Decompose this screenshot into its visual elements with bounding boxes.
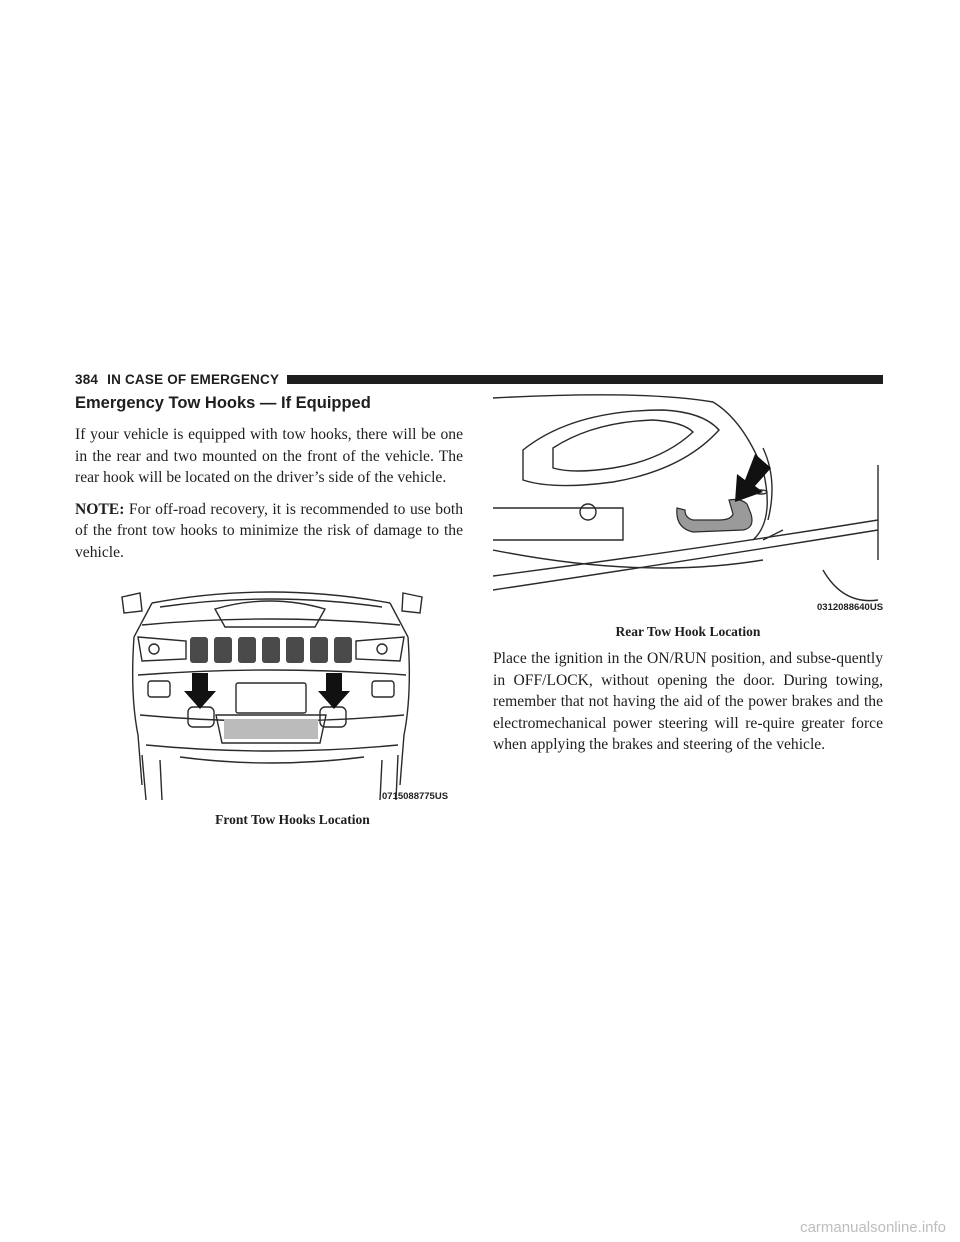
section-title: Emergency Tow Hooks — If Equipped	[75, 394, 371, 412]
header-text	[75, 372, 279, 387]
rear-arrow	[735, 454, 771, 502]
header-rule	[287, 375, 883, 384]
rear-tow-hook-figure	[493, 390, 883, 615]
towing-paragraph: Place the ignition in the ON/RUN position, and subse-quently in OFF/LOCK, without opening the door. During towing, remember that not having the aid of the power brakes and the electromechanical power steering will re-quire greater force when applying the brakes and steering of the vehicle.	[493, 650, 883, 753]
front-figure-code: 0715088775US	[382, 791, 449, 802]
rear-vehicle-illustration	[493, 390, 883, 615]
front-arrows	[184, 673, 350, 709]
front-figure-caption: Front Tow Hooks Location	[215, 812, 370, 827]
watermark: carmanualsonline.info	[800, 1219, 946, 1236]
right-column	[493, 648, 883, 766]
note-paragraph	[75, 499, 463, 564]
intro-paragraph: If your vehicle is equipped with tow hooks, there will be one in the rear and two mounted on the front of the vehicle. The rear hook will be located on the driver’s side of the vehicle.	[75, 426, 463, 486]
note-label: NOTE:	[75, 500, 125, 518]
section-name: IN CASE OF EMERGENCY	[107, 371, 280, 387]
rear-figure-caption: Rear Tow Hook Location	[615, 624, 761, 639]
front-vehicle-illustration	[120, 585, 465, 805]
front-tow-hooks-figure	[120, 585, 465, 805]
page-header	[75, 371, 883, 387]
left-column	[75, 394, 463, 573]
page-number: 384	[75, 371, 99, 387]
note-text: For off-road recovery, it is recommended to use both of the front tow hooks to minimize the risk of damage to the vehicle.	[75, 500, 463, 561]
rear-figure-code: 0312088640US	[817, 602, 884, 613]
